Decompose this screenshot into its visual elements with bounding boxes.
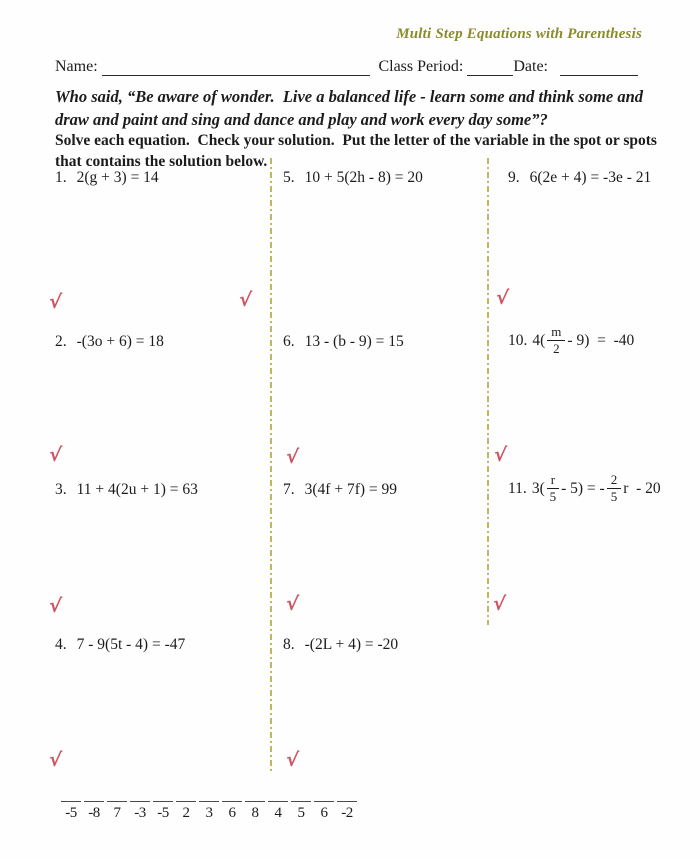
problem-7-number: 7. (283, 481, 295, 498)
instructions-line2: that contains the solution below. (55, 152, 268, 170)
problem-7-equation: 3(4f + 7f) = 99 (304, 481, 398, 498)
answer-blank-line (107, 801, 127, 802)
answer-value: -5 (157, 805, 169, 821)
problem-11-fraction-1-denominator: 5 (549, 488, 557, 504)
answer-value: 4 (274, 805, 282, 821)
problem-1-number: 1. (55, 169, 67, 186)
answer-cell (291, 801, 311, 822)
problem-10-fraction-numerator: m (547, 325, 565, 341)
checkmark-icon: √ (238, 288, 253, 312)
problem-11-fraction-2-numerator: 2 (607, 473, 622, 489)
problem-10-equals: = (597, 332, 606, 350)
answer-cell (176, 801, 196, 822)
answer-blank-line (314, 801, 334, 802)
answer-value: -3 (134, 805, 146, 821)
problem-8 (283, 636, 398, 654)
answer-blank-line (130, 801, 150, 802)
problem-1-equation: 2(g + 3) = 14 (76, 169, 159, 186)
problem-5 (283, 169, 423, 187)
riddle-quote-line2: draw and paint and sing and dance and play and work every day some”? (55, 109, 548, 129)
checkmark-icon: √ (48, 594, 63, 618)
answer-blank-line (153, 801, 173, 802)
problem-2-equation: -(3o + 6) = 18 (76, 333, 164, 350)
checkmark-icon: √ (285, 445, 300, 469)
answer-cell (130, 801, 150, 822)
answer-cell (268, 801, 288, 822)
problem-10-fraction (547, 325, 565, 355)
answer-cell (337, 801, 357, 822)
instructions (55, 131, 661, 173)
worksheet-title: Multi Step Equations with Parenthesis (396, 26, 642, 42)
answer-value: -8 (88, 805, 100, 821)
checkmark-icon: √ (493, 443, 508, 467)
problem-11-lhs-open: 3( (531, 480, 545, 498)
problem-10-lhs-open: 4( (532, 332, 546, 350)
answer-value: 3 (205, 805, 213, 821)
problem-10-rhs: -40 (613, 332, 635, 350)
answer-blank-line (61, 801, 81, 802)
problem-4-equation: 7 - 9(5t - 4) = -47 (76, 636, 186, 653)
problem-8-equation: -(2L + 4) = -20 (304, 636, 399, 653)
problem-11 (508, 473, 661, 506)
problem-11-fraction-2-denominator: 5 (610, 488, 618, 504)
problem-11-rhs: r - 20 (623, 480, 661, 498)
answer-value: -5 (65, 805, 77, 821)
checkmark-icon: √ (48, 748, 63, 772)
problem-10 (508, 325, 634, 358)
answer-blank-line (222, 801, 242, 802)
problem-3-equation: 11 + 4(2u + 1) = 63 (76, 481, 198, 498)
riddle-quote-line1: Who said, “Be aware of wonder. Live a balanced life - learn some and think some and (55, 87, 644, 106)
problem-7 (283, 481, 397, 499)
answer-blank-line (245, 801, 265, 802)
problem-9-number: 9. (508, 169, 520, 186)
answer-strip (61, 801, 357, 822)
name-blank-line (102, 58, 371, 76)
problem-9-equation: 6(2e + 4) = -3e - 21 (529, 169, 652, 186)
problem-4 (55, 636, 185, 654)
problem-11-fraction-1-numerator: r (547, 473, 559, 489)
problem-1 (55, 169, 159, 187)
problem-10-number: 10. (508, 332, 528, 350)
answer-blank-line (199, 801, 219, 802)
problem-5-equation: 10 + 5(2h - 8) = 20 (304, 169, 423, 186)
answer-value: 5 (297, 805, 305, 821)
column-divider-left (270, 158, 272, 772)
answer-blank-line (84, 801, 104, 802)
problem-2-number: 2. (55, 333, 67, 350)
class-period-blank-line (467, 58, 513, 76)
answer-cell (153, 801, 173, 822)
answer-blank-line (337, 801, 357, 802)
instructions-line1: Solve each equation. Check your solution. Put the letter of the variable in the spot or spots (55, 132, 657, 149)
answer-value: 7 (113, 805, 121, 821)
checkmark-icon: √ (48, 290, 63, 314)
problem-2 (55, 333, 164, 351)
problem-10-fraction-denominator: 2 (553, 340, 560, 356)
answer-value: 6 (228, 805, 236, 821)
name-row (55, 58, 638, 76)
problem-5-number: 5. (283, 169, 295, 186)
riddle-quote (55, 86, 655, 132)
problem-6-number: 6. (283, 333, 295, 350)
problem-3 (55, 481, 198, 499)
problem-8-number: 8. (283, 636, 295, 653)
answer-blank-line (268, 801, 288, 802)
problem-3-number: 3. (55, 481, 67, 498)
answer-cell (199, 801, 219, 822)
answer-value: -2 (341, 805, 353, 821)
answer-cell (222, 801, 242, 822)
answer-blank-line (291, 801, 311, 802)
problem-10-lhs-close: - 9) (567, 332, 590, 350)
checkmark-icon: √ (285, 592, 300, 616)
column-divider-right (487, 158, 489, 625)
answer-value: 8 (251, 805, 259, 821)
problem-6 (283, 333, 404, 351)
answer-cell (314, 801, 334, 822)
name-label: Name: (55, 58, 98, 75)
answer-cell (61, 801, 81, 822)
problem-11-fraction-2 (607, 473, 622, 503)
date-blank-line (560, 58, 638, 76)
problem-11-fraction-1 (547, 473, 559, 503)
problem-11-middle: - 5) = - (561, 480, 605, 498)
checkmark-icon: √ (495, 286, 510, 310)
answer-cell (107, 801, 127, 822)
class-period-label: Class Period: (378, 58, 464, 75)
problem-6-equation: 13 - (b - 9) = 15 (304, 333, 404, 350)
answer-blank-line (176, 801, 196, 802)
problem-4-number: 4. (55, 636, 67, 653)
checkmark-icon: √ (285, 748, 300, 772)
answer-value: 6 (320, 805, 328, 821)
answer-value: 2 (182, 805, 190, 821)
checkmark-icon: √ (492, 592, 507, 616)
answer-cell (84, 801, 104, 822)
problem-9 (508, 169, 651, 187)
checkmark-icon: √ (48, 443, 63, 467)
date-label: Date: (513, 58, 548, 75)
problem-11-number: 11. (508, 480, 527, 498)
answer-cell (245, 801, 265, 822)
